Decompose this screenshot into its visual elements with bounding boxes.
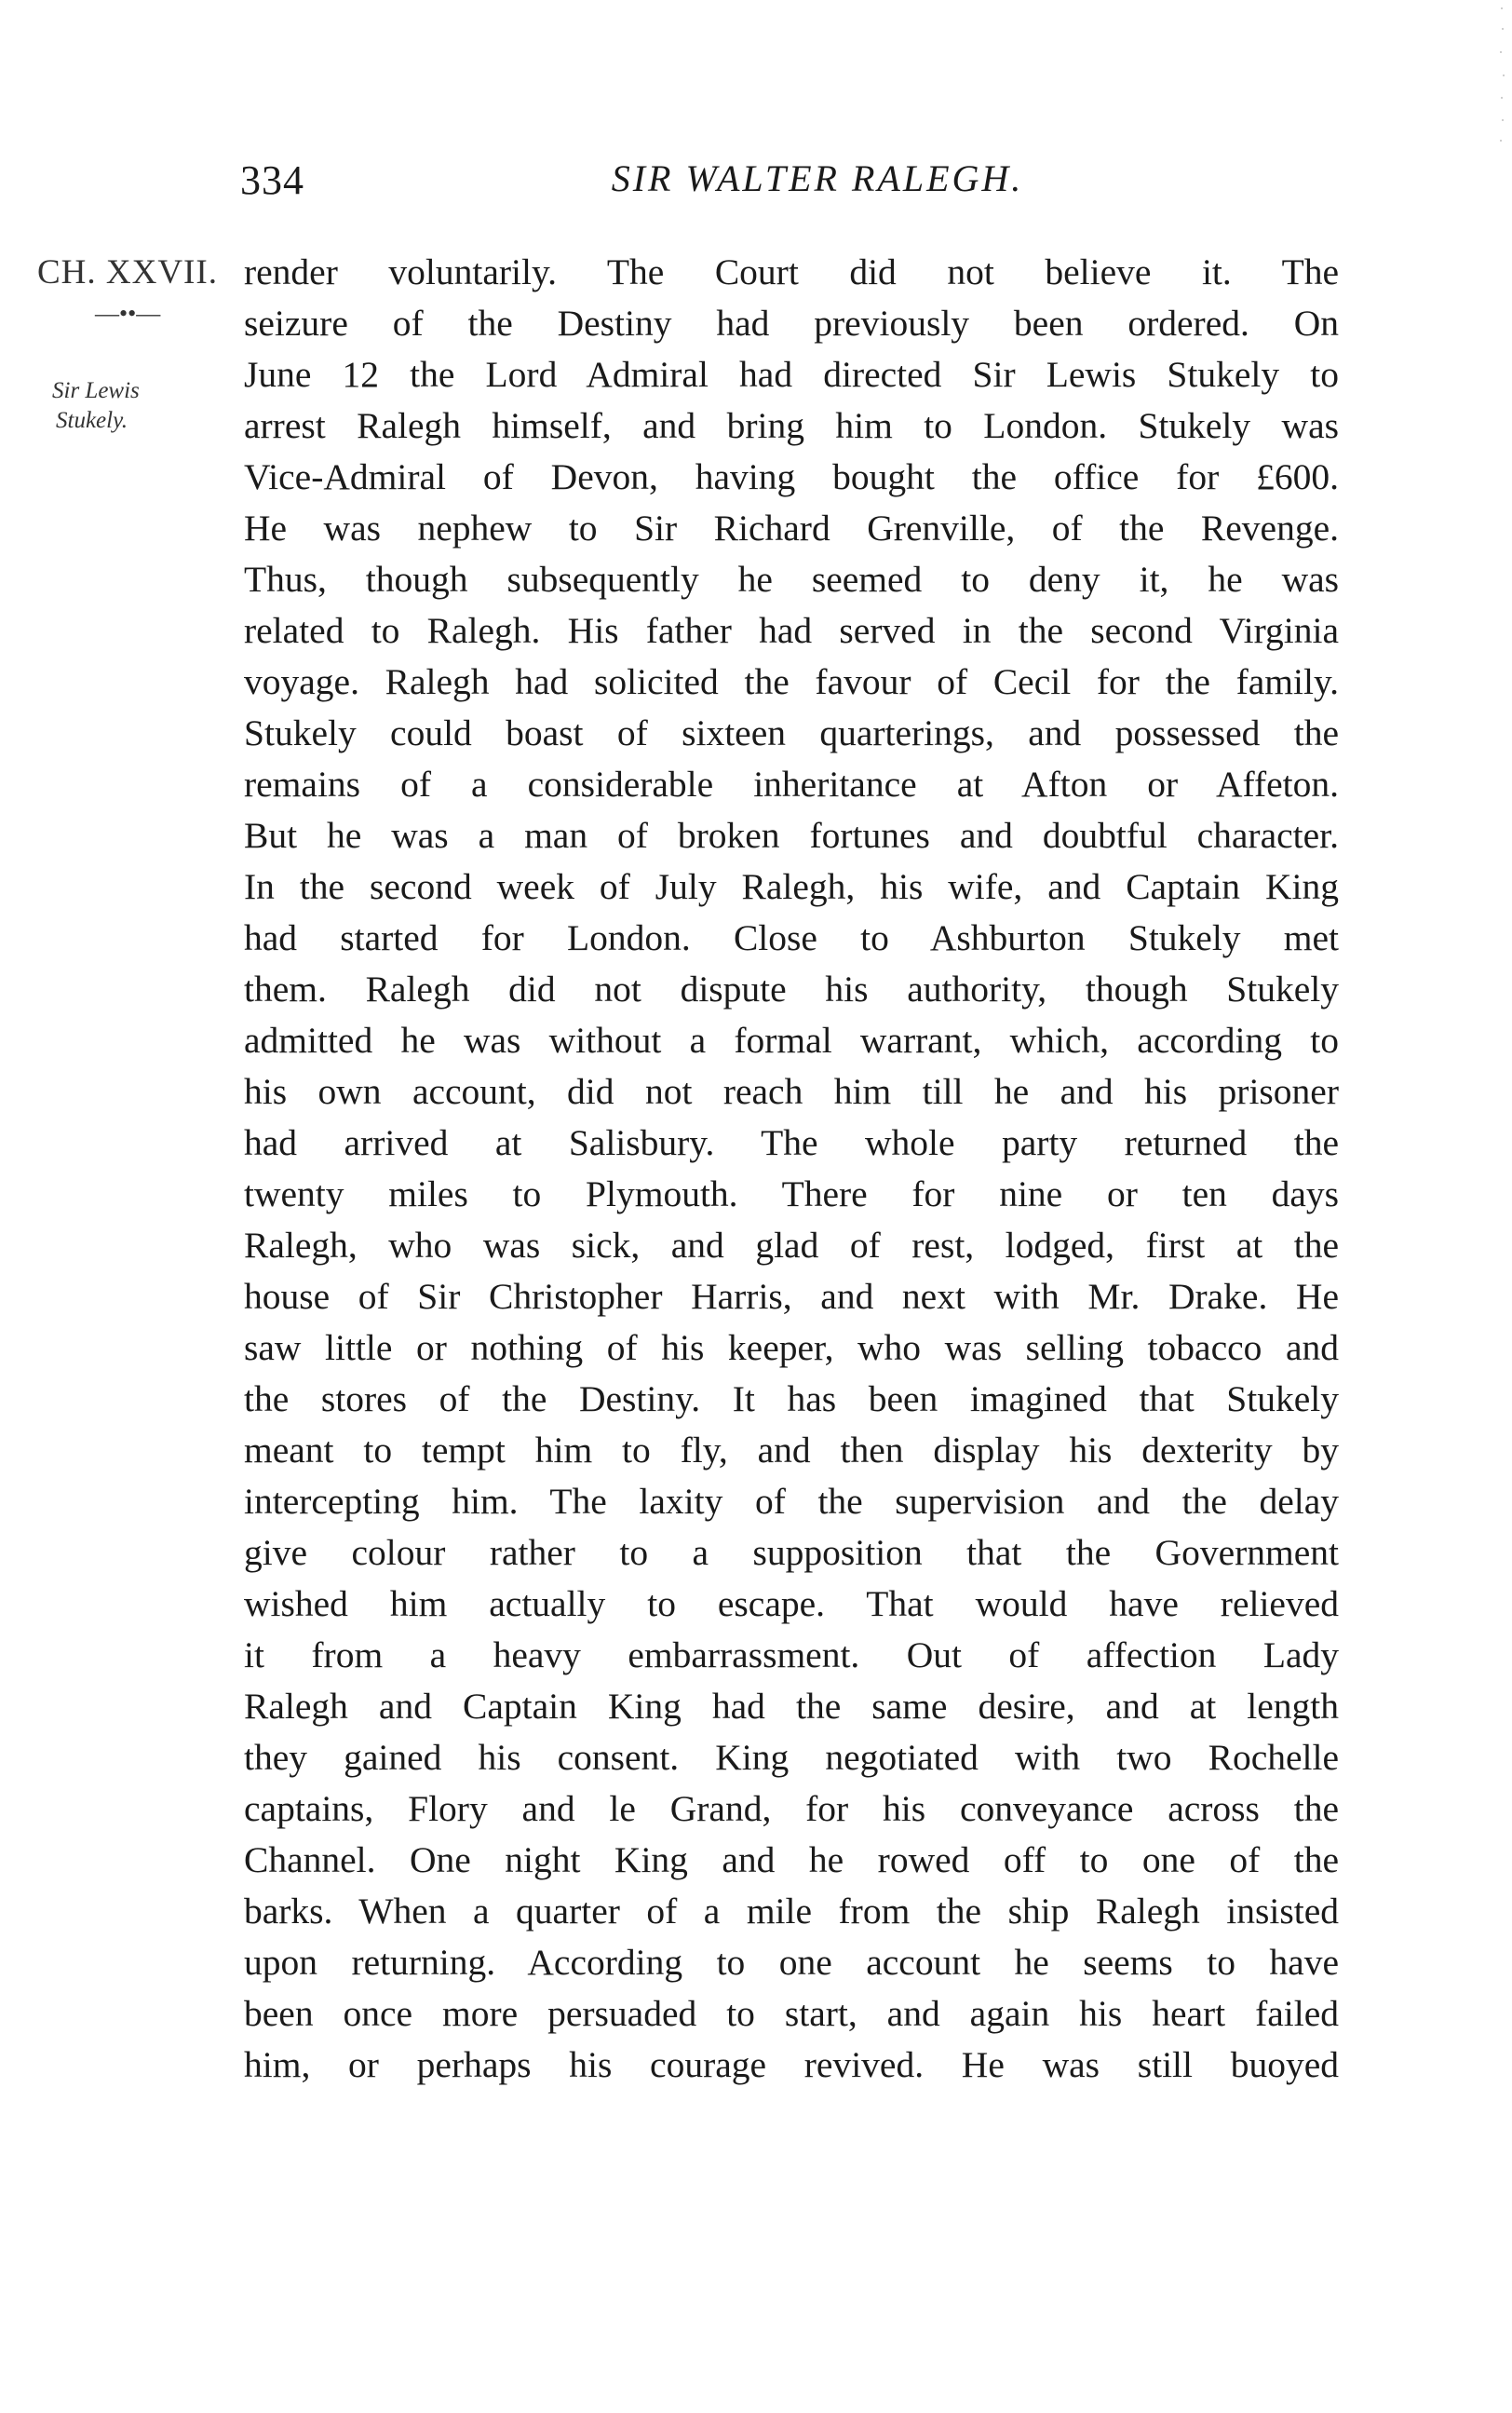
- running-head: [240, 156, 1339, 212]
- text-line: But he was a man of broken fortunes and doubtful character.: [244, 815, 1339, 856]
- text-line: twenty miles to Plymouth. There for nine or ten days: [244, 1173, 1339, 1214]
- text-line: Vice-Admiral of Devon, having bought the office for £600.: [244, 456, 1339, 497]
- text-line: intercepting him. The laxity of the supervision and the delay: [244, 1481, 1339, 1522]
- text-line: He was nephew to Sir Richard Grenville, of the Revenge.: [244, 508, 1339, 549]
- text-line: render voluntarily. The Court did not believe it. The: [244, 251, 1339, 292]
- text-line: arrest Ralegh himself, and bring him to London. Stukely was: [244, 405, 1339, 446]
- page-number: 334: [240, 157, 304, 203]
- text-line: Stukely could boast of sixteen quarterings, and possessed the: [244, 712, 1339, 753]
- text-line: June 12 the Lord Admiral had directed Sir Lewis Stukely to: [244, 354, 1339, 395]
- margin-column: [37, 250, 233, 436]
- body-text: [244, 247, 1339, 2091]
- text-line: wished him actually to escape. That would have relieved: [244, 1583, 1339, 1624]
- text-line: voyage. Ralegh had solicited the favour of Cecil for the family.: [244, 661, 1339, 702]
- text-line: remains of a considerable inheritance at Afton or Affeton.: [244, 764, 1339, 805]
- text-line: saw little or nothing of his keeper, who was selling tobacco and: [244, 1327, 1339, 1368]
- text-line: In the second week of July Ralegh, his wife, and Captain King: [244, 866, 1339, 907]
- ornament-dash: —••—: [95, 300, 161, 327]
- side-note-line-1: Sir Lewis: [52, 378, 140, 403]
- running-title: SIR WALTER RALEGH.: [611, 157, 1024, 199]
- text-line: had arrived at Salisbury. The whole party returned the: [244, 1122, 1339, 1163]
- text-line: Ralegh, who was sick, and glad of rest, lodged, first at the: [244, 1225, 1339, 1266]
- text-line: barks. When a quarter of a mile from the ship Ralegh insisted: [244, 1891, 1339, 1932]
- text-line: them. Ralegh did not dispute his authority, though Stukely: [244, 969, 1339, 1010]
- side-note: [37, 376, 233, 436]
- text-line: upon returning. According to one account he seems to have: [244, 1942, 1339, 1983]
- text-line: it from a heavy embarrassment. Out of affection Lady: [244, 1634, 1339, 1675]
- text-line: captains, Flory and le Grand, for his conveyance across the: [244, 1788, 1339, 1829]
- text-line: the stores of the Destiny. It has been imagined that Stukely: [244, 1378, 1339, 1419]
- side-note-line-2: Stukely.: [56, 408, 128, 433]
- chapter-marker: CH. XXVII.: [37, 253, 218, 291]
- text-line: had started for London. Close to Ashburton Stukely met: [244, 917, 1339, 958]
- text-line: house of Sir Christopher Harris, and next with Mr. Drake. He: [244, 1276, 1339, 1317]
- text-line: Thus, though subsequently he seemed to deny it, he was: [244, 559, 1339, 600]
- text-line: give colour rather to a supposition that the Government: [244, 1532, 1339, 1573]
- text-line: Ralegh and Captain King had the same desire, and at length: [244, 1686, 1339, 1727]
- text-line: him, or perhaps his courage revived. He was still buoyed: [244, 2044, 1339, 2085]
- text-line: admitted he was without a formal warrant, which, according to: [244, 1020, 1339, 1061]
- text-line: they gained his consent. King negotiated with two Rochelle: [244, 1737, 1339, 1778]
- scan-specks: [1495, 0, 1510, 158]
- text-line: seizure of the Destiny had previously been ordered. On: [244, 303, 1339, 344]
- text-line: Channel. One night King and he rowed off to one of the: [244, 1839, 1339, 1880]
- text-line: his own account, did not reach him till he and his prisoner: [244, 1071, 1339, 1112]
- text-line: been once more persuaded to start, and again his heart failed: [244, 1993, 1339, 2034]
- text-line: related to Ralegh. His father had served in the second Virginia: [244, 610, 1339, 651]
- text-line: meant to tempt him to fly, and then display his dexterity by: [244, 1430, 1339, 1471]
